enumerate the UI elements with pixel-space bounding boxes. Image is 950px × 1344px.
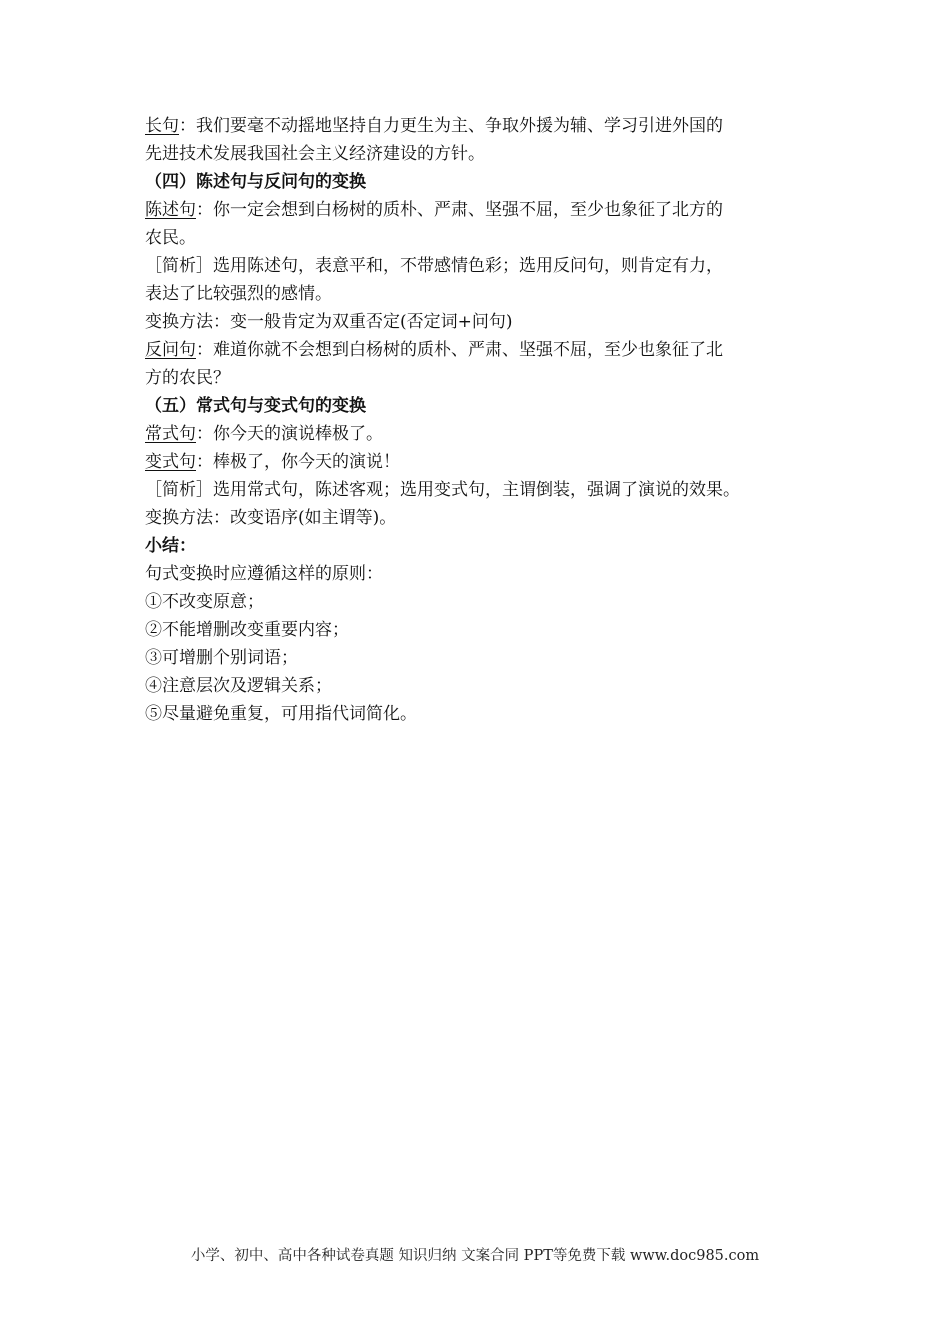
text-line	[145, 420, 835, 448]
line-text: ：难道你就不会想到白杨树的质朴、严肃、坚强不屈，至少也象征了北	[196, 340, 723, 360]
section-heading: （五）常式句与变式句的变换	[145, 396, 366, 416]
term-label: 反问句	[145, 340, 196, 360]
text-line: 表达了比较强烈的感情。	[145, 284, 332, 304]
line-text: ：你今天的演说棒极了。	[196, 424, 383, 444]
text-line	[145, 336, 835, 364]
text-line	[145, 196, 835, 224]
term-label: 长句	[145, 116, 179, 136]
page-footer: 小学、初中、高中各种试卷真题 知识归纳 文案合同 PPT等免费下载 www.doc985.com	[190, 1248, 760, 1264]
text-line: 方的农民？	[145, 368, 230, 388]
text-line: 变换方法：改变语序(如主谓等)。	[145, 508, 397, 528]
text-line: 句式变换时应遵循这样的原则：	[145, 564, 383, 584]
line-text: ：棒极了，你今天的演说！	[196, 452, 400, 472]
text-line	[145, 112, 835, 140]
section-heading: 小结：	[145, 536, 196, 556]
section-heading: （四）陈述句与反问句的变换	[145, 172, 366, 192]
list-item: ①不改变原意；	[145, 592, 264, 612]
text-line: 变换方法：变一般肯定为双重否定(否定词+问句)	[145, 312, 513, 332]
document-body	[145, 112, 835, 728]
text-line: 农民。	[145, 228, 196, 248]
text-line: ［简析］选用陈述句，表意平和，不带感情色彩；选用反问句，则肯定有力，	[145, 256, 723, 276]
list-item: ⑤尽量避免重复，可用指代词简化。	[145, 704, 417, 724]
text-line: ［简析］选用常式句，陈述客观；选用变式句，主谓倒装，强调了演说的效果。	[145, 480, 740, 500]
term-label: 常式句	[145, 424, 196, 444]
term-label: 陈述句	[145, 200, 196, 220]
list-item: ②不能增删改变重要内容；	[145, 620, 349, 640]
line-text: ：我们要毫不动摇地坚持自力更生为主、争取外援为辅、学习引进外国的	[179, 116, 723, 136]
list-item: ④注意层次及逻辑关系；	[145, 676, 332, 696]
list-item: ③可增删个别词语；	[145, 648, 298, 668]
line-text: ：你一定会想到白杨树的质朴、严肃、坚强不屈，至少也象征了北方的	[196, 200, 723, 220]
text-line	[145, 448, 835, 476]
term-label: 变式句	[145, 452, 196, 472]
text-line: 先进技术发展我国社会主义经济建设的方针。	[145, 144, 485, 164]
